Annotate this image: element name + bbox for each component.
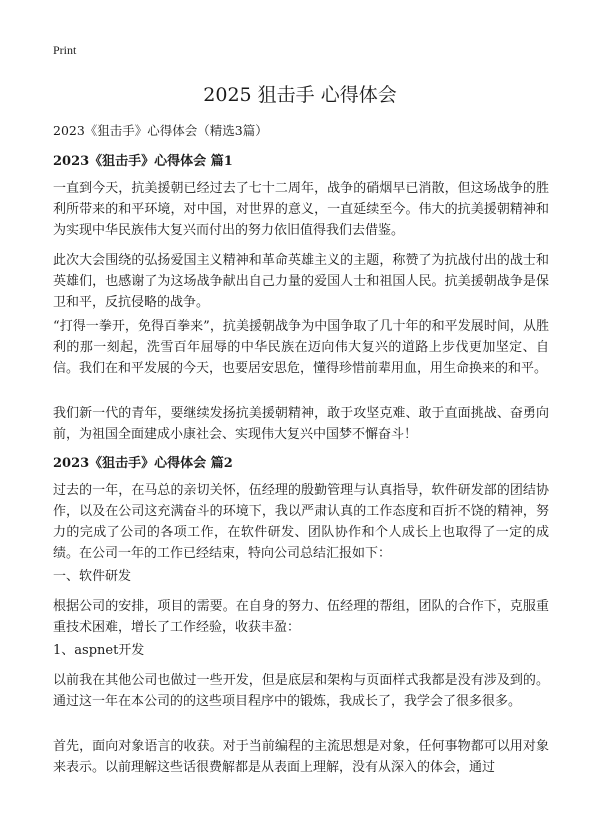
paragraph: 1、aspnet开发 <box>53 643 145 658</box>
paragraph: 以前我在其他公司也做过一些开发，但是底层和架构与页面样式我都是没有涉及到的。通过这一年在本公司的的这些项目程序中的锻炼，我成长了，我学会了很多很多。 <box>53 673 549 709</box>
paragraph: 根据公司的安排，项目的需要。在自身的努力、伍经理的帮组，团队的合作下，克服重重技术困难，增长了工作经验，收获丰盈： <box>53 599 549 635</box>
paragraph: 过去的一年，在马总的亲切关怀，伍经理的殷勤管理与认真指导，软件研发部的团结协作，以及在公司这充满奋斗的环境下，我以严肃认真的工作态度和百折不饶的精神，努力的完成了公司的各项工作，在软件研发、团队协作和个人成长上也取得了一定的成绩。在公司一年的工作已经结束，特向公司总结汇报如下： <box>53 483 549 561</box>
section-heading-1: 2023《狙击手》心得体会 篇1 <box>53 154 233 169</box>
section-heading-2: 2023《狙击手》心得体会 篇2 <box>53 456 233 471</box>
print-link[interactable]: Print <box>53 43 77 57</box>
paragraph: 此次大会围绕的弘扬爱国主义精神和革命英雄主义的主题，称赞了为抗战付出的战士和英雄们，也感谢了为这场战争献出自己力量的爱国人士和祖国人民。抗美援朝战争是保卫和平，反抗侵略的战争。 <box>53 253 549 310</box>
paragraph: 一直到今天，抗美援朝已经过去了七十二周年，战争的硝烟早已消散，但这场战争的胜利所带来的和平环境，对中国，对世界的意义，一直延续至今。伟大的抗美援朝精神和为实现中华民族伟大复兴而付出的努力依旧值得我们去借鉴。 <box>53 181 549 238</box>
paragraph: “打得一拳开，免得百拳来”，抗美援朝战争为中国争取了几十年的和平发展时间，从胜利的那一刻起，洗雪百年屈辱的中华民族在迈向伟大复兴的道路上步伐更加坚定、自信。我们在和平发展的今天，也要居安思危，懂得珍惜前辈用血，用生命换来的和平。 <box>53 319 549 376</box>
paragraph: 我们新一代的青年，要继续发扬抗美援朝精神，敢于攻坚克难、敢于直面挑战、奋勇向前，为祖国全面建成小康社会、实现伟大复兴中国梦不懈奋斗！ <box>53 406 549 442</box>
paragraph: 首先，面向对象语言的收获。对于当前编程的主流思想是对象，任何事物都可以用对象来表示。以前理解这些话很费解都是从表面上理解，没有从深入的体会，通过 <box>53 739 549 775</box>
document-subtitle: 2023《狙击手》心得体会（精选3篇） <box>53 123 268 138</box>
page-title: 2025 狙击手 心得体会 <box>203 84 397 106</box>
paragraph: 一、软件研发 <box>53 569 132 584</box>
